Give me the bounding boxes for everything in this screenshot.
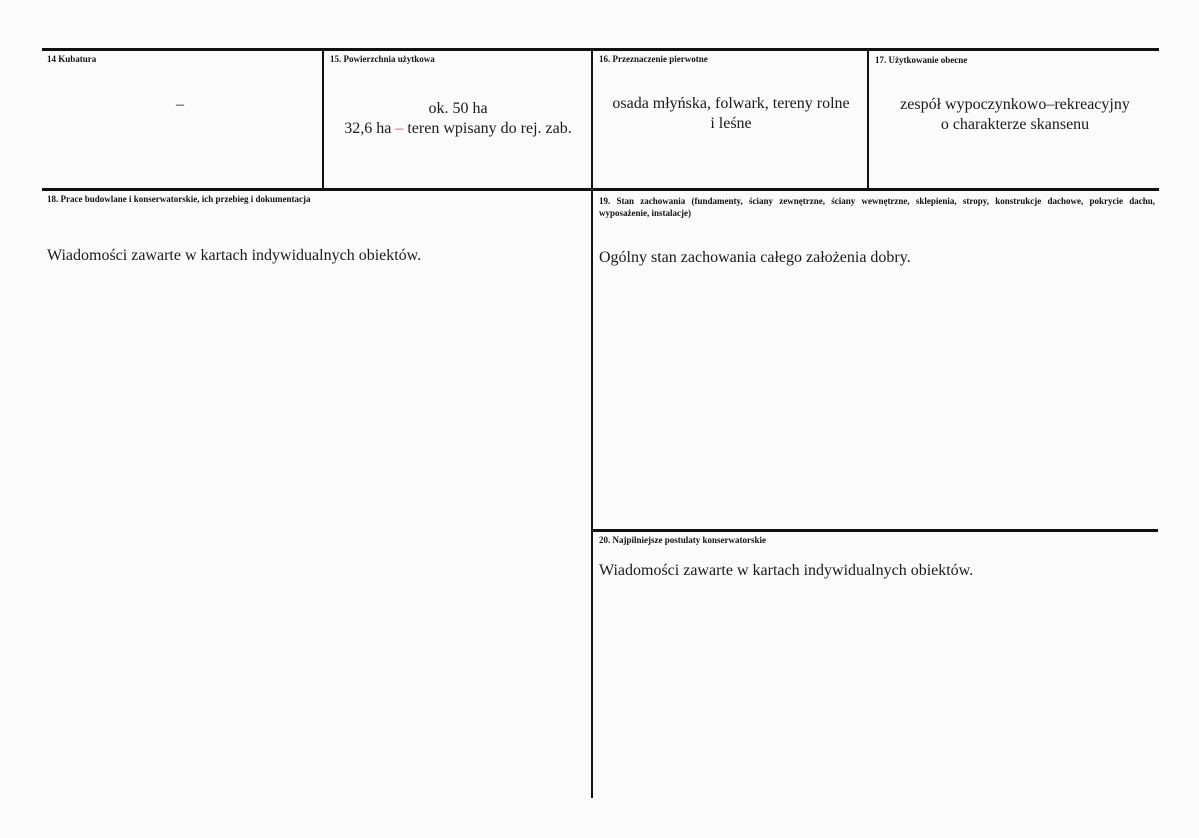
- field-17-value: [872, 95, 1158, 135]
- field-16-line2: i leśne: [710, 115, 752, 132]
- field-16-value: [596, 94, 866, 134]
- field-17-line2: o charakterze skansenu: [940, 116, 1090, 133]
- field-15-line2: [326, 119, 590, 139]
- field-15-register: teren wpisany do rej. zab.: [407, 120, 572, 137]
- rule-20: [593, 529, 1158, 532]
- field-15-line1: ok. 50 ha: [428, 100, 488, 117]
- field-18-value: Wiadomości zawarte w kartach indywidualnych obiektów.: [47, 247, 422, 264]
- field-19-value: Ogólny stan zachowania całego założenia dobry.: [599, 249, 911, 266]
- divider-15-16: [591, 48, 593, 798]
- field-15-value: [326, 99, 590, 139]
- divider-14-15: [322, 48, 324, 190]
- field-20-value: Wiadomości zawarte w kartach indywidualnych obiektów.: [599, 562, 974, 579]
- field-15-label: 15. Powierzchnia użytkowa: [330, 54, 435, 64]
- field-16-line1: osada młyńska, folwark, tereny rolne: [612, 95, 850, 112]
- field-14-value: –: [176, 96, 184, 113]
- divider-16-17: [867, 48, 869, 190]
- field-19-label: 19. Stan zachowania (fundamenty, ściany zewnętrzne, ściany wewnętrzne, sklepienia, stropy, konstrukcje dachowe, pokrycie dachu, wyposażenie, instalacje): [599, 196, 1155, 218]
- field-16-label: 16. Przeznaczenie pierwotne: [599, 54, 708, 64]
- middle-rule: [42, 188, 1159, 191]
- field-15-dash: –: [391, 120, 408, 137]
- top-rule: [42, 48, 1159, 51]
- field-20-label: 20. Najpilniejsze postulaty konserwatorskie: [599, 535, 766, 545]
- field-14-label: 14 Kubatura: [47, 54, 97, 64]
- field-18-label: 18. Prace budowlane i konserwatorskie, ich przebieg i dokumentacja: [47, 194, 311, 204]
- field-15-area: 32,6 ha: [344, 120, 392, 137]
- field-17-label: 17. Użytkowanie obecne: [875, 55, 968, 65]
- field-17-line1: zespół wypoczynkowo–rekreacyjny: [900, 96, 1130, 113]
